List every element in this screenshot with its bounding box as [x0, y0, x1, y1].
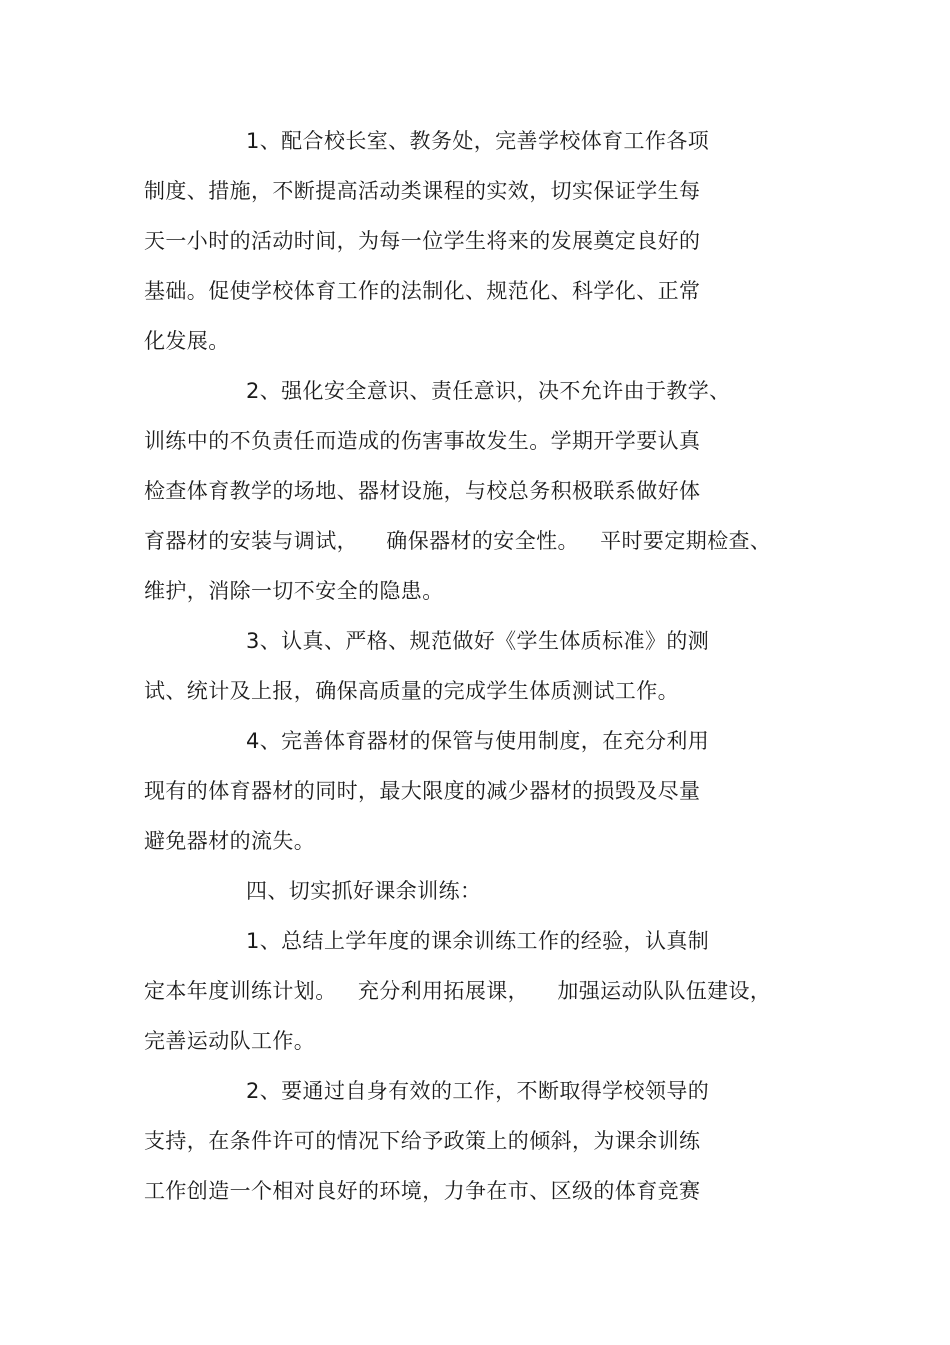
- paragraph-5-line-3: 完善运动队工作。: [144, 1029, 316, 1053]
- paragraph-2-line-1: 2、强化安全意识、责任意识，决不允许由于教学、: [246, 379, 731, 403]
- paragraph-4-line-3: 避免器材的流失。: [144, 829, 316, 853]
- paragraph-6-line-2: 支持，在条件许可的情况下给予政策上的倾斜，为课余训练: [144, 1129, 701, 1153]
- paragraph-6-line-1: 2、要通过自身有效的工作，不断取得学校领导的: [246, 1079, 710, 1103]
- paragraph-1-line-5: 化发展。: [144, 329, 230, 353]
- paragraph-5-line-2: 定本年度训练计划。 充分利用拓展课， 加强运动队队伍建设，: [144, 979, 772, 1003]
- paragraph-3-line-1: 3、认真、严格、规范做好《学生体质标准》的测: [246, 629, 710, 653]
- paragraph-6-line-3: 工作创造一个相对良好的环境，力争在市、区级的体育竞赛: [144, 1179, 701, 1203]
- paragraph-2-line-4: 育器材的安装与调试， 确保器材的安全性。 平时要定期检查、: [144, 529, 772, 553]
- paragraph-4-line-2: 现有的体育器材的同时，最大限度的减少器材的损毁及尽量: [144, 779, 701, 803]
- paragraph-4-line-1: 4、完善体育器材的保管与使用制度，在充分利用: [246, 729, 710, 753]
- paragraph-5-line-1: 1、总结上学年度的课余训练工作的经验，认真制: [246, 929, 710, 953]
- section-heading: 四、切实抓好课余训练：: [246, 879, 482, 903]
- paragraph-1-line-1: 1、配合校长室、教务处，完善学校体育工作各项: [246, 129, 710, 153]
- paragraph-2-line-3: 检查体育教学的场地、器材设施，与校总务积极联系做好体: [144, 479, 701, 503]
- paragraph-2-line-5: 维护，消除一切不安全的隐患。: [144, 579, 444, 603]
- paragraph-3-line-2: 试、统计及上报，确保高质量的完成学生体质测试工作。: [144, 679, 679, 703]
- paragraph-2-line-2: 训练中的不负责任而造成的伤害事故发生。学期开学要认真: [144, 429, 701, 453]
- paragraph-1-line-3: 天一小时的活动时间，为每一位学生将来的发展奠定良好的: [144, 229, 701, 253]
- paragraph-1-line-4: 基础。促使学校体育工作的法制化、规范化、科学化、正常: [144, 279, 701, 303]
- paragraph-1-line-2: 制度、措施，不断提高活动类课程的实效，切实保证学生每: [144, 179, 701, 203]
